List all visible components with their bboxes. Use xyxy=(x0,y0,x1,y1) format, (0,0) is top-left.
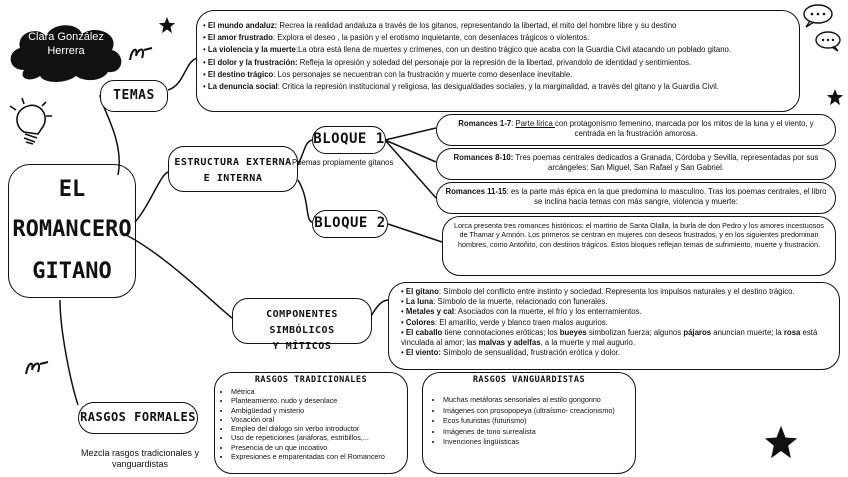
rasgos-vanguardistas-list xyxy=(431,395,627,448)
list-item: • Imágenes con prosopopeya (ultraísmo- creacionismo) xyxy=(443,406,627,417)
main-title xyxy=(8,164,136,298)
romances-1-7-box: Romances 1-7: Parte lírica con protagonismo femenino, marcada por los mitos de la luna y el viento, y centrada en la frustración amorosa. xyxy=(436,114,836,146)
connector-r3 xyxy=(385,140,436,198)
author-line2: Herrera xyxy=(47,45,85,57)
componentes-label xyxy=(232,298,372,352)
r2-bold: Romances 8-10: xyxy=(453,153,514,162)
romances-8-10-box xyxy=(436,148,836,180)
list-item: • Planteamiento, nudo y desenlace xyxy=(231,396,401,405)
componentes-label-line1: COMPONENTES SIMBÓLICOS xyxy=(266,309,338,336)
rasgos-tradicionales-title: RASGOS TRADICIONALES xyxy=(254,375,368,385)
lightbulb-icon xyxy=(6,96,58,152)
bloque2-label: BLOQUE 2 xyxy=(312,210,388,238)
r3-text: : es la parte más épica en la que predomina lo masculino. Tras los poemas centrales, el libro se inclina hacia temas con más sangre, violencia y muerte: xyxy=(506,187,827,207)
connector-bloque2 xyxy=(298,180,312,222)
componentes-item: • Colores: El amarillo, verde y blanco traen malos augurios. xyxy=(401,317,608,327)
estructura-note: Poemas propiamente gitanos xyxy=(292,158,394,167)
connector-componentes xyxy=(120,232,232,318)
rasgos-tradicionales-box xyxy=(214,372,408,474)
temas-item: • El amor frustrado: Explora el deseo , la pasión y el erotismo inquietante, con desenlaces trágicos o violentos. xyxy=(203,33,590,43)
doodle-icon xyxy=(126,42,156,64)
componentes-label-line2: Y MÍTICOS xyxy=(272,341,332,352)
estructura-label-line2: E INTERNA xyxy=(203,173,263,184)
connector-temas-box xyxy=(168,58,198,90)
rasgos-label: RASGOS FORMALES xyxy=(78,402,198,434)
componentes-item: • La luna: Símbolo de la muerte, relacionado con funerales. xyxy=(401,297,608,307)
list-item: • Ecos futuristas (futurismo) xyxy=(443,416,627,427)
r1-bold: Romances 1-7 xyxy=(458,119,512,128)
rasgos-note: Mezcla rasgos tradicionales y vanguardistas xyxy=(80,448,200,469)
temas-item: • El mundo andaluz: Recrea la realidad andaluza a través de los gitanos, representando la libertad, el mito del hombre libre y su destino xyxy=(203,21,677,30)
componentes-item: • El viento: Símbolo de sensualidad, frustración erótica y dolor. xyxy=(401,348,620,358)
componentes-item: • El gitano: Símbolo del conflicto entre instinto y sociedad. Representa los impulsos naturales y el destino trágico. xyxy=(401,287,795,296)
star-icon xyxy=(826,88,844,106)
star-icon xyxy=(158,16,176,34)
temas-item: • La denuncia social: Critica la represión institucional y religiosa, las desigualdades sociales, y la marginalidad, a través del gitano y la Guardia Civil. xyxy=(203,82,719,92)
r1-under: Parte lírica xyxy=(515,119,555,128)
connector-rasgos xyxy=(60,300,78,405)
r4-text: Lorca presenta tres romances históricos: el martirio de Santa Olalla, la burla de don Pedro y los amores incestuosos de Thamar y Amnón. Los primeros se centran en mujeres con deseos frustrados, y en los siguientes predominan hombres, como Antoñito, con destinos trágicos. Estos bloques reflejan temas de sufrimiento, muerte y frustración. xyxy=(454,221,824,249)
connector-comp-box xyxy=(370,300,390,318)
temas-item: • La violencia y la muerte:La obra está llena de muertes y crímenes, con un destino trágico que acaba con la Guardia Civil atacando un poblado gitano. xyxy=(203,45,732,55)
bloque1-label: BLOQUE 1 xyxy=(312,126,386,154)
r2-text: Tres poemas centrales dedicados a Granada, Córdoba y Sevilla, representadas por sus arcángeles: San Miguel, San Rafael y San Gabriel. xyxy=(513,153,819,173)
list-item: • Muchas metáforas sensoriales al estilo gongorino xyxy=(443,395,627,406)
temas-list xyxy=(203,21,791,92)
componentes-item: • El caballo tiene connotaciones eróticas; los bueyes simbolizan fuerza; algunos pájaros anuncian muerte; la rosa está vinculada al amor; las malvas y adelfas, a la muerte y mal augurio. xyxy=(401,327,818,348)
title-line3: GITANO xyxy=(32,259,112,284)
temas-label: TEMAS xyxy=(100,80,168,112)
list-item: • Presencia de un que incoativo xyxy=(231,443,401,452)
r3-bold: Romances 11-15 xyxy=(445,187,507,196)
title-line2: ROMANCERO xyxy=(12,217,132,242)
list-item: • Métrica xyxy=(231,387,401,396)
connector-estructura xyxy=(135,172,168,222)
temas-item: • El destino trágico: Los personajes se necuentran con la frustración y muerte como desenlace inevitable. xyxy=(203,69,573,79)
rasgos-tradicionales-list xyxy=(221,387,401,461)
estructura-label xyxy=(168,146,298,192)
temas-box xyxy=(196,10,800,112)
big-star-icon xyxy=(762,424,800,460)
temas-item: • El dolor y la frustración: Refleja la opresión y soledad del personaje por la represión de la libertad, privandolo de identidad y sentimientos. xyxy=(203,57,692,67)
doodle-icon xyxy=(22,356,52,378)
list-item: • Invenciones lingüísticas xyxy=(443,437,627,448)
list-item: • Uso de repeticiones (anáforas, estribillos,... xyxy=(231,433,401,442)
estructura-label-line1: ESTRUCTURA EXTERNA xyxy=(174,157,292,168)
list-item: • Imágenes de tono surrealista xyxy=(443,427,627,438)
connector-r4 xyxy=(388,224,442,242)
list-item: • Empleo del diálogo sin verbo introductor xyxy=(231,424,401,433)
title-line1: EL xyxy=(58,177,86,202)
speech-bubbles-icon xyxy=(800,2,842,52)
list-item: • Vocación oral xyxy=(231,415,401,424)
list-item: • Expresiones e emparentadas con el Romancero xyxy=(231,452,401,461)
rasgos-vanguardistas-title: RASGOS VANGUARDISTAS xyxy=(472,375,586,385)
componentes-box xyxy=(388,282,840,370)
author-name xyxy=(4,30,128,58)
author-line1: Clara González xyxy=(28,31,104,43)
romances-11-15-box xyxy=(436,182,836,214)
r1-text: con protagonismo femenino, marcada por los mitos de la luna y el viento, y centrada en la frustración amorosa. xyxy=(554,119,814,139)
romances-historicos-box xyxy=(442,216,836,276)
list-item: • Ambigüedad y misterio xyxy=(231,406,401,415)
componentes-item: • Metales y cal: Asociados con la muerte, el frío y los enterramientos. xyxy=(401,307,642,317)
connector-r1 xyxy=(385,128,436,140)
rasgos-vanguardistas-box xyxy=(422,372,636,474)
